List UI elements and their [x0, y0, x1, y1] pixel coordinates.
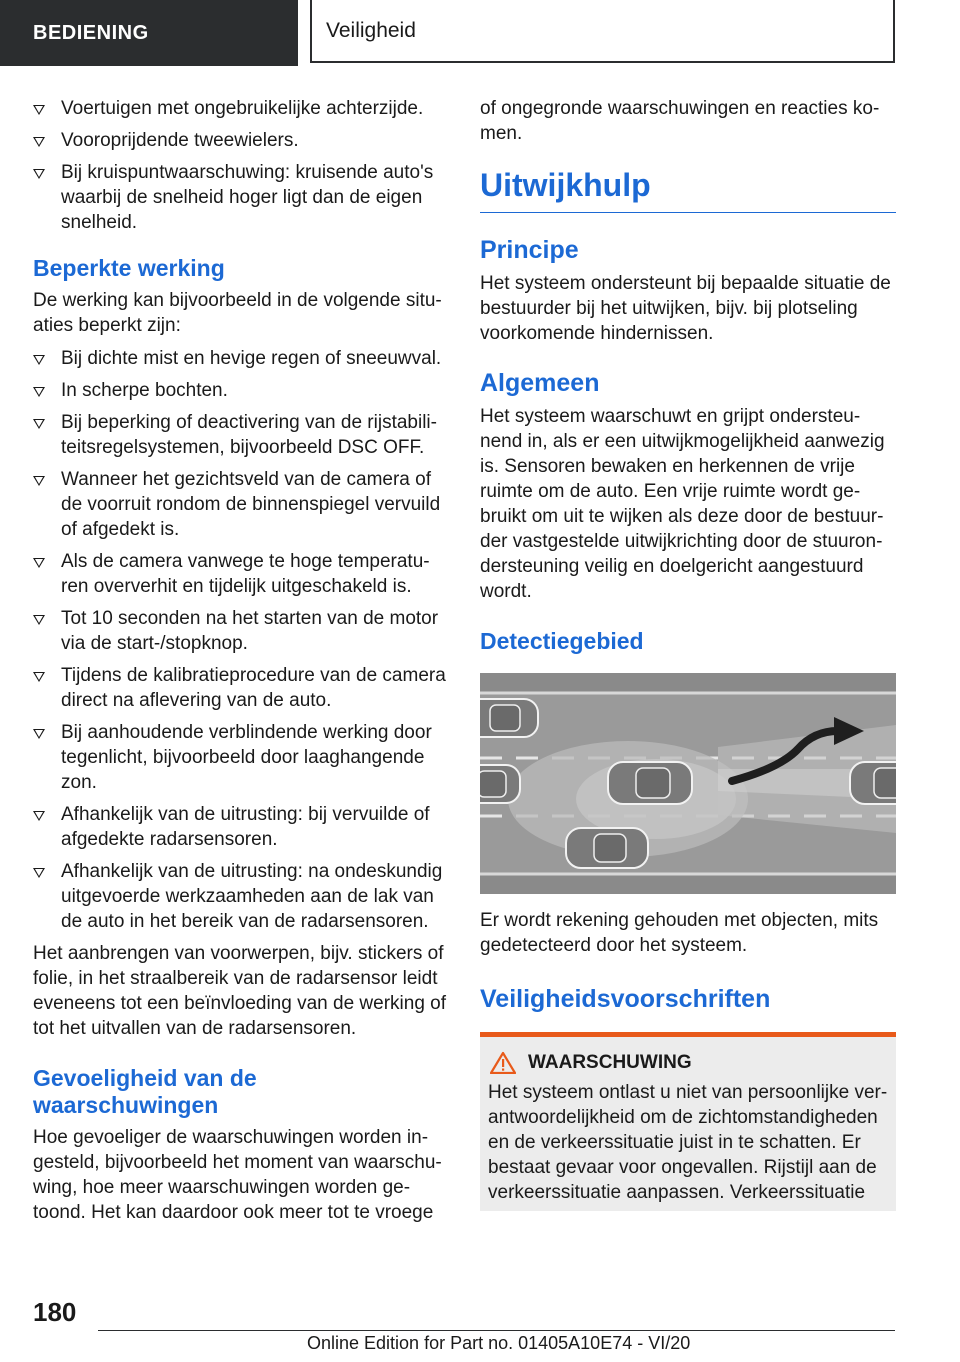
list-item: Bij kruispuntwaarschuwing: kruisende auto's waarbij de snelheid hoger ligt dan de eigen snelheid. — [33, 160, 448, 235]
triangle-bullet-icon — [33, 387, 45, 397]
list-item: Bij dichte mist en hevige regen of sneeuwval. — [33, 346, 448, 371]
triangle-bullet-icon — [33, 811, 45, 821]
heading-principle: Principe — [480, 236, 579, 264]
heading-general: Algemeen — [480, 369, 600, 397]
list-item: Afhankelijk van de uitrusting: na ondeskundig uitgevoerde werkzaamheden aan de lak van de auto in het bereik van de radarsensoren. — [33, 859, 448, 934]
left-column — [33, 96, 448, 1233]
list-item: Als de camera vanwege te hoge temperaturen oververhit en tijdelijk uitgeschakeld is. — [33, 549, 448, 599]
triangle-bullet-icon — [33, 729, 45, 739]
list-item: Afhankelijk van de uitrusting: bij vervuilde of afgedekte radarsensoren. — [33, 802, 448, 852]
list-item: Vooroprijdende tweewielers. — [33, 128, 448, 153]
car-icon — [608, 762, 692, 804]
list-item: In scherpe bochten. — [33, 378, 448, 403]
general-text: Het systeem waarschuwt en grijpt ondersteunend in, als er een uitwijkmogelijkheid aanwezig is. Sensoren bewaken en herkennen de vrije ruimte om de auto. Een vrije ruimte wordt gebruikt om uit te wijken als deze door de bestuurder vastgestelde uitwijkrichting door de stuurondersteuning veilig en doelgericht aangestuurd wordt. — [480, 406, 885, 602]
section-tab: BEDIENING — [0, 0, 298, 66]
page-header — [0, 0, 960, 66]
list-item: Wanneer het gezichtsveld van de camera of de voorruit rondom de binnenspiegel vervuild of afgedekt is. — [33, 467, 448, 542]
chapter-title: Veiligheid — [310, 0, 895, 63]
footer-edition: Online Edition for Part no. 01405A10E74 - VI/20 — [307, 1333, 691, 1353]
sensitivity-text: Hoe gevoeliger de waarschuwingen worden ingesteld, bijvoorbeeld het moment van waarschuwing, hoe meer waarschuwingen worden getoond. Het kan daardoor ook meer tot te vroege — [33, 1127, 442, 1223]
page-number: 180 — [33, 1297, 77, 1327]
footer-divider — [98, 1330, 895, 1331]
detection-area-illustration — [480, 673, 896, 894]
bullet-list-top — [33, 96, 448, 235]
triangle-bullet-icon — [33, 105, 45, 115]
warning-triangle-icon — [490, 1051, 516, 1074]
principle-text: Het systeem ondersteunt bij bepaalde situatie de bestuurder bij het uitwijken, bijv. bij plotseling voorkomende hindernissen. — [480, 273, 891, 344]
triangle-bullet-icon — [33, 615, 45, 625]
warning-box — [480, 1032, 896, 1211]
heading-limited-function: Beperkte werking — [33, 255, 225, 281]
list-item: Tot 10 seconden na het starten van de motor via de start-/stopknop. — [33, 606, 448, 656]
car-icon — [480, 765, 520, 803]
list-item: Tijdens de kalibratieprocedure van de camera direct na aflevering van de auto. — [33, 663, 448, 713]
triangle-bullet-icon — [33, 672, 45, 682]
triangle-bullet-icon — [33, 558, 45, 568]
right-column — [480, 96, 896, 1211]
warning-text: Het systeem ontlast u niet van persoonlijke verantwoordelijkheid om de zichtomstandigheden en de verkeerssituatie juist in te schatten. Er bestaat gevaar voor ongevallen. Rijstijl aan de verkeerssituatie aanpassen. Verkeerssituatie — [488, 1082, 888, 1203]
limited-outro: Het aanbrengen van voorwerpen, bijv. stickers of folie, in het straalbereik van de radarsensor leidt eveneens tot een beïnvloeding van de werking of tot het uitvallen van de radarsensoren. — [33, 943, 447, 1039]
triangle-bullet-icon — [33, 137, 45, 147]
triangle-bullet-icon — [33, 476, 45, 486]
heading-detection-area: Detectiegebied — [480, 628, 644, 654]
limited-intro: De werking kan bijvoorbeeld in de volgende situaties beperkt zijn: — [33, 290, 442, 336]
heading-sensitivity: Gevoeligheid van de waarschuwingen — [33, 1065, 257, 1118]
triangle-bullet-icon — [33, 868, 45, 878]
list-item: Bij aanhoudende verblindende werking door tegenlicht, bijvoorbeeld door laaghangende zon. — [33, 720, 448, 795]
car-icon — [480, 699, 538, 737]
car-icon — [850, 762, 896, 804]
car-icon — [566, 828, 648, 868]
figure-caption: Er wordt rekening gehouden met objecten, mits gedetecteerd door het systeem. — [480, 910, 879, 956]
section-title-evasion-aid: Uitwijkhulp — [480, 166, 896, 213]
triangle-bullet-icon — [33, 355, 45, 365]
list-item: Voertuigen met ongebruikelijke achterzijde. — [33, 96, 448, 121]
triangle-bullet-icon — [33, 169, 45, 179]
heading-safety: Veiligheidsvoorschriften — [480, 985, 771, 1013]
warning-title: WAARSCHUWING — [488, 1051, 888, 1074]
road-diagram-icon — [480, 673, 896, 894]
triangle-bullet-icon — [33, 419, 45, 429]
continuation-text: of ongegronde waarschuwingen en reacties komen. — [480, 98, 880, 144]
bullet-list-limited — [33, 346, 448, 934]
list-item: Bij beperking of deactivering van de rijstabiliteitsregelsystemen, bijvoorbeeld DSC OFF. — [33, 410, 448, 460]
